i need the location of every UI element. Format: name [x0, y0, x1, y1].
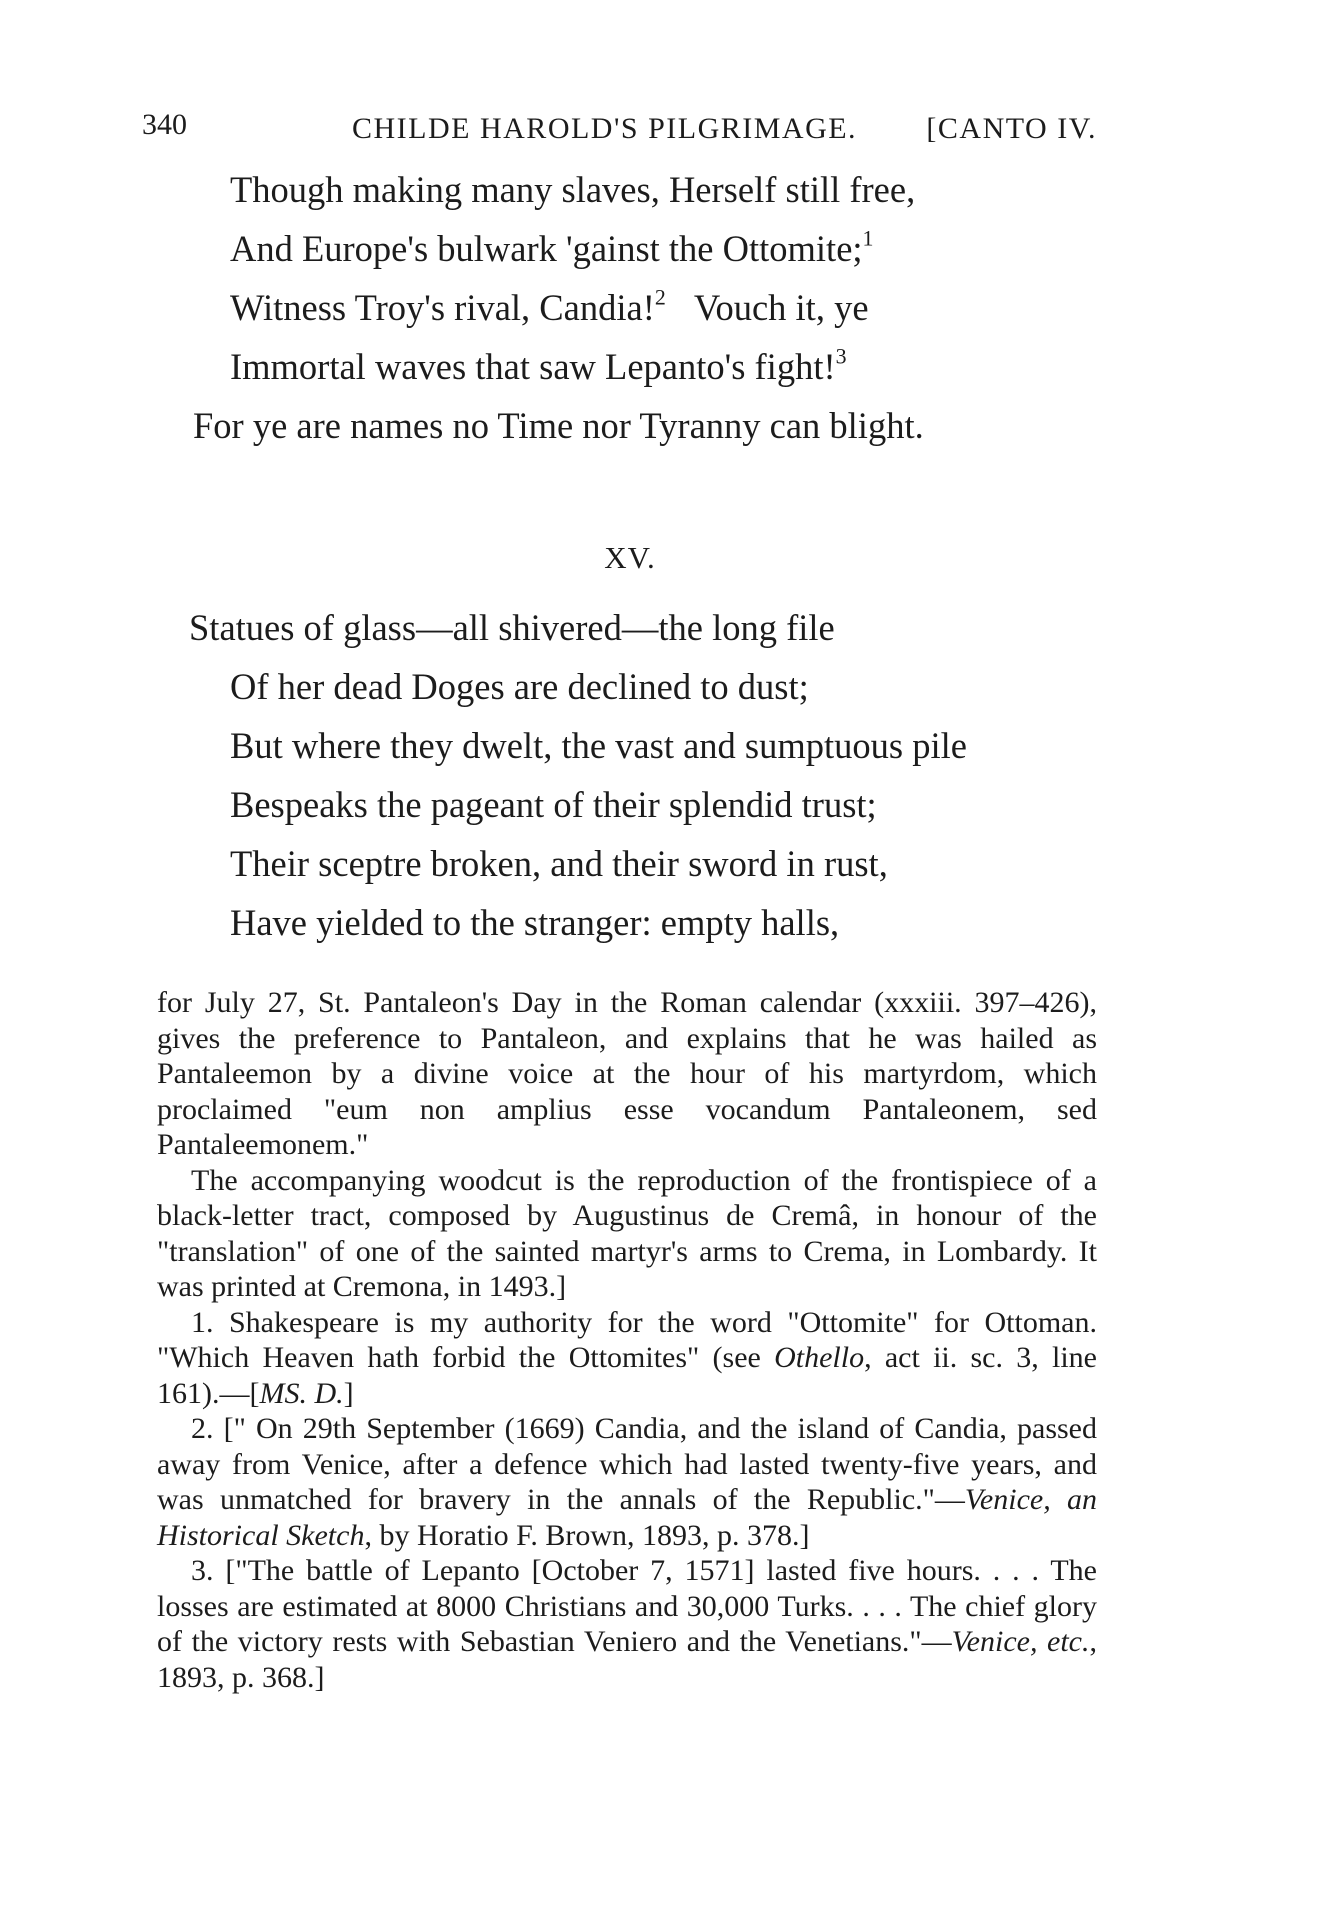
running-header — [142, 108, 1097, 152]
verse-line: And Europe's bulwark 'gainst the Ottomite;$^1$ — [230, 225, 874, 269]
verse-line: Witness Troy's rival, Candia!$^2$ Vouch it, ye — [230, 284, 869, 328]
footnotes — [157, 985, 1097, 1695]
running-title: CHILDE HAROLD'S PILGRIMAGE. — [352, 112, 858, 145]
footnote-mark: 1 — [862, 225, 874, 251]
verse-line: Though making many slaves, Herself still free, — [230, 169, 916, 210]
footnote-2: 2. [" On 29th September (1669) Candia, and the island of Candia, passed away from Venice, after a defence which had lasted twenty-five years, and was unmatched for bravery in the annals of the Republic."—Venice, an Historical Sketch, by Horatio F. Brown, 1893, p. 378.] — [157, 1412, 1098, 1552]
verse-line: But where they dwelt, the vast and sumptuous pile — [230, 725, 967, 766]
verse-line: Their sceptre broken, and their sword in rust, — [230, 843, 888, 884]
footnote-3: 3. ["The battle of Lepanto [October 7, 1571] lasted five hours. . . . The losses are estimated at 8000 Christians and 30,000 Turks. . . . The chief glory of the victory rests with Sebastian Veniero and the Venetians."—Venice, etc., 1893, p. 368.] — [157, 1554, 1097, 1694]
verse-line: Bespeaks the pageant of their splendid trust; — [230, 784, 877, 825]
footnote-mark: 2 — [654, 284, 666, 310]
verse-line: For ye are names no Time nor Tyranny can blight. — [193, 405, 924, 446]
verse-line: Have yielded to the stranger: empty halls, — [230, 902, 840, 943]
footnote-mark: 3 — [835, 343, 847, 369]
verse-line: Statues of glass—all shivered—the long file — [189, 607, 835, 648]
note-woodcut: The accompanying woodcut is the reproduction of the frontispiece of a black-letter tract, composed by Augustinus de Cremâ, in honour of the "translation" of one of the sainted martyr's arms to Crema, in Lombardy. It was printed at Cremona, in 1493.] — [157, 1163, 1097, 1303]
footnote-1: 1. Shakespeare is my authority for the word "Ottomite" for Ottoman. "Which Heaven hath forbid the Ottomites" (see Othello, act ii. sc. 3, line 161).—[MS. D.] — [157, 1305, 1097, 1410]
stanza-number: XV. — [604, 540, 656, 575]
note-continued: for July 27, St. Pantaleon's Day in the Roman calendar (xxxiii. 397–426), gives the preference to Pantaleon, and explains that he was hailed as Pantaleemon by a divine voice at the hour of his martyrdom, which proclaimed "eum non amplius esse vocandum Pantaleonem, sed Pantaleemonem." — [157, 986, 1097, 1161]
verse-line: Of her dead Doges are declined to dust; — [230, 666, 809, 707]
canto-label: [CANTO IV. — [926, 112, 1097, 145]
verse-line: Immortal waves that saw Lepanto's fight!$^3$ — [230, 343, 847, 387]
page-number: 340 — [142, 108, 187, 141]
